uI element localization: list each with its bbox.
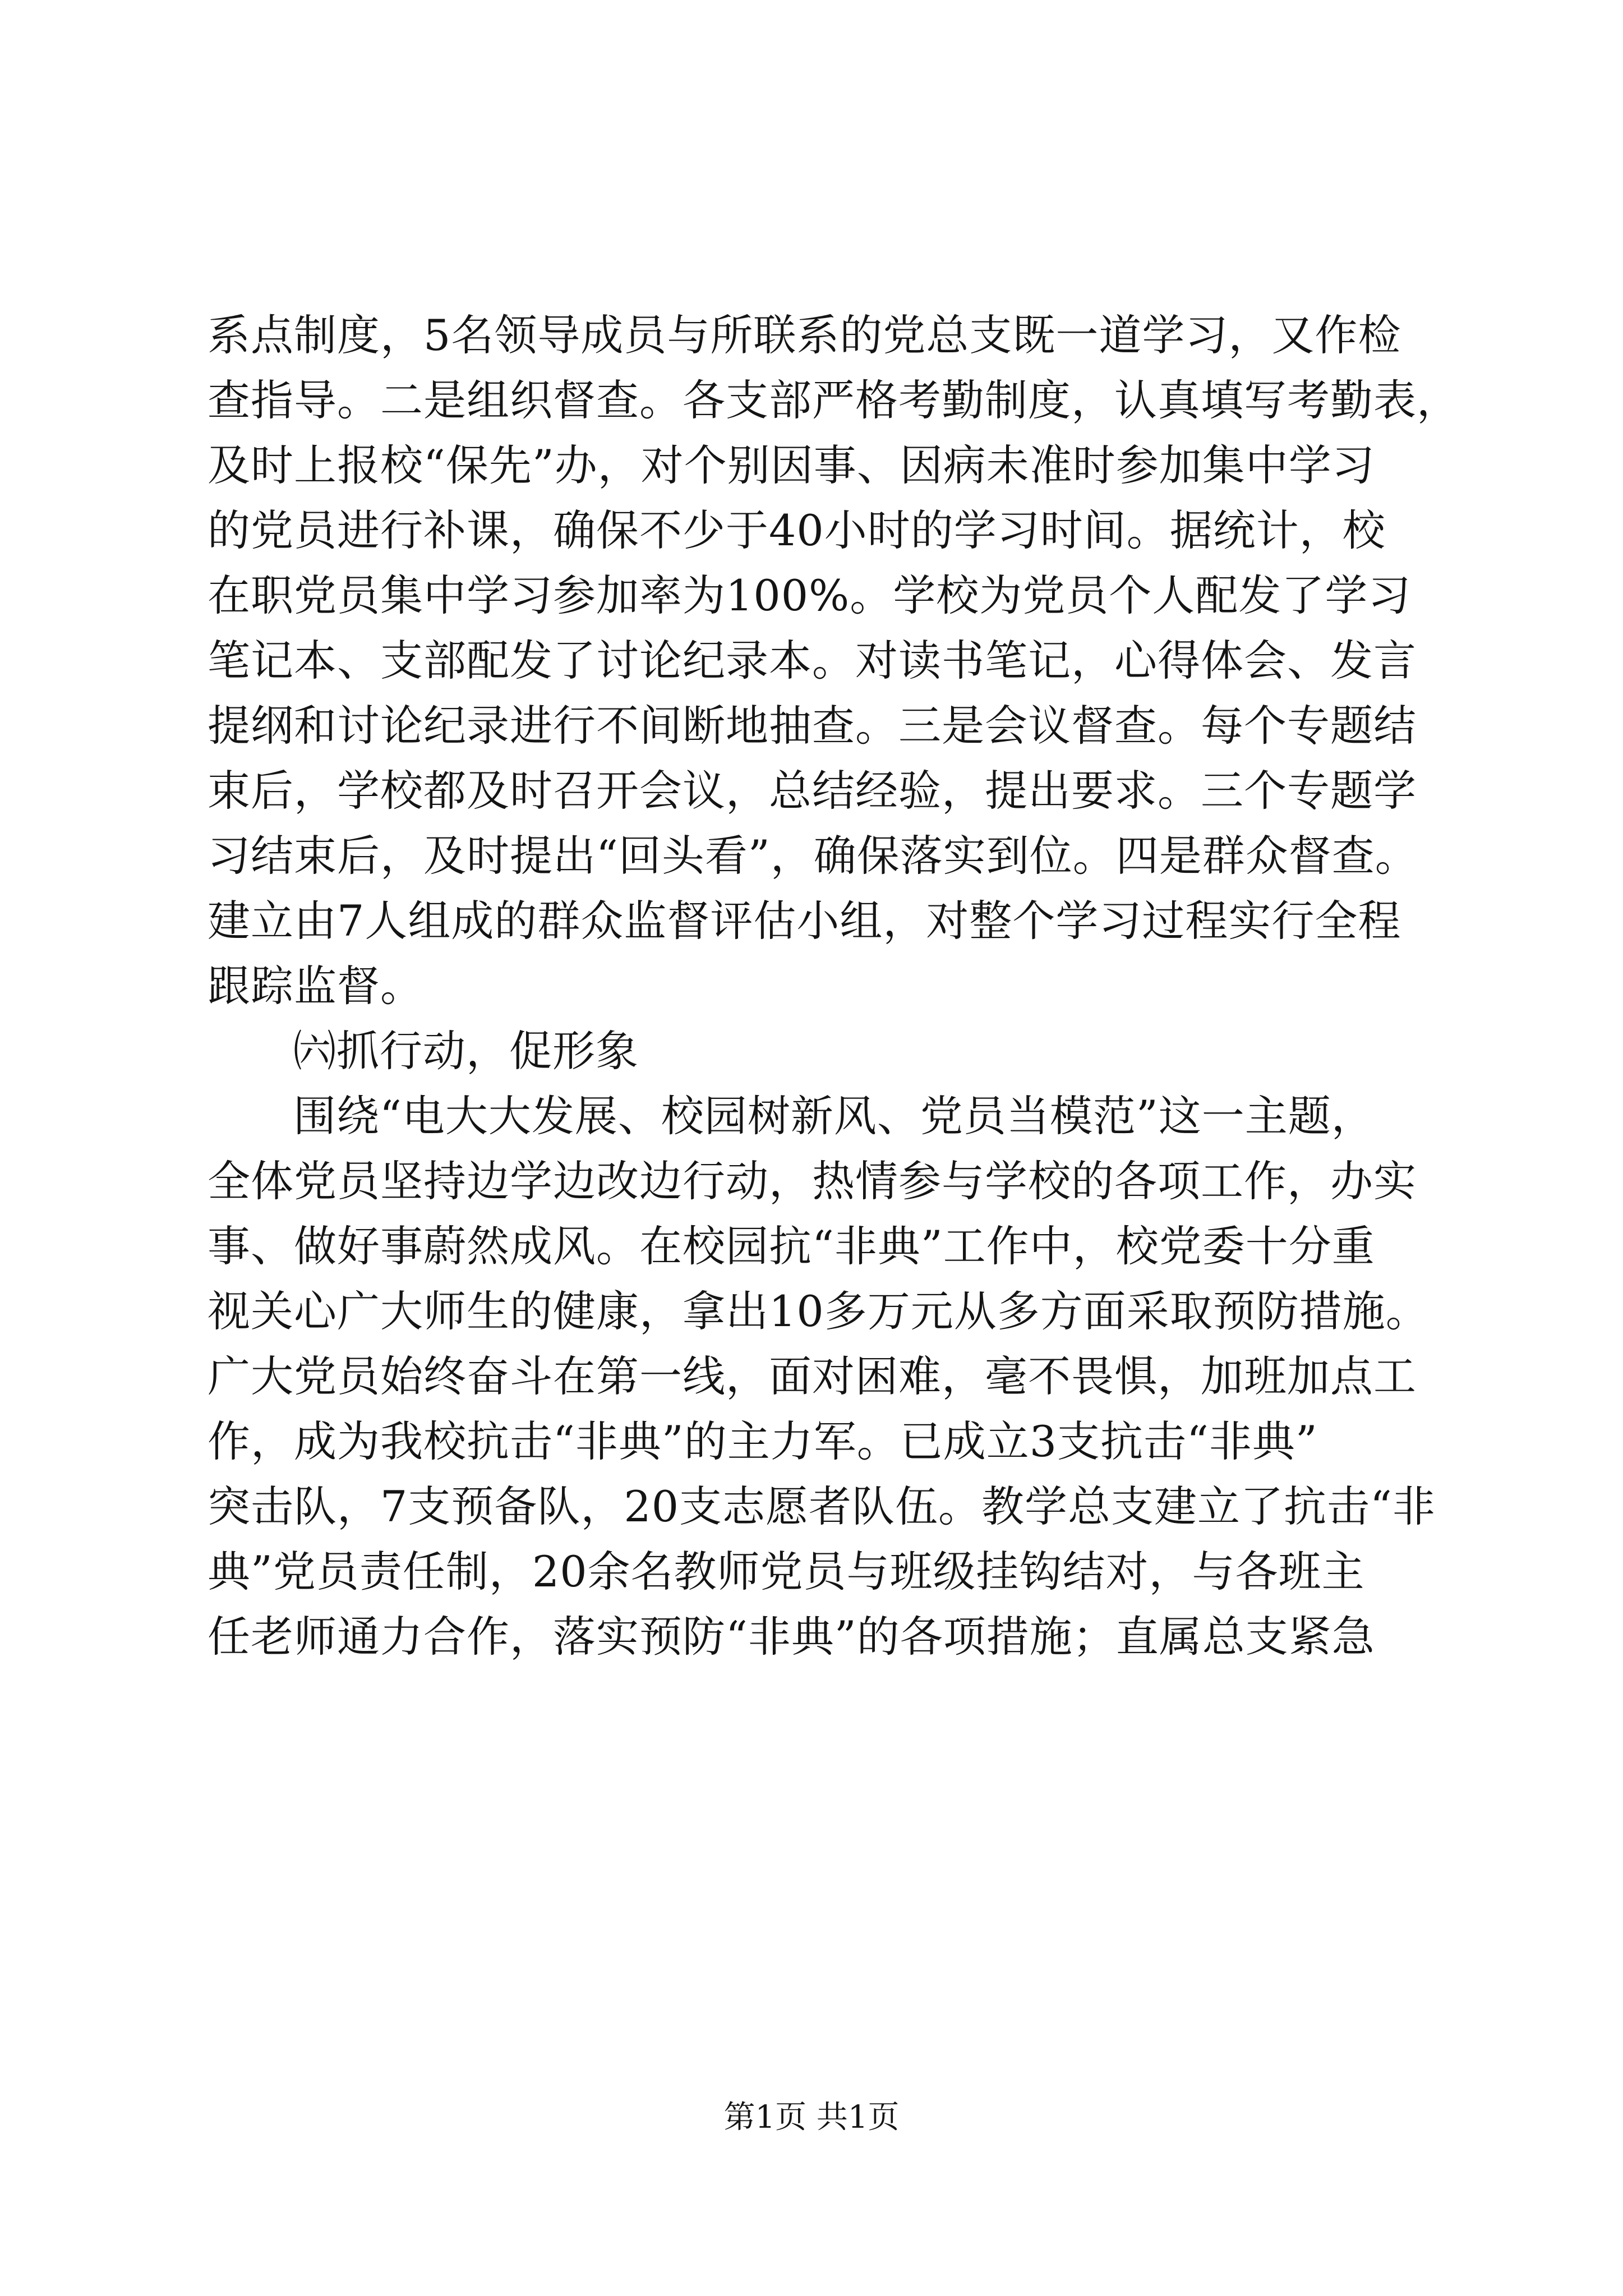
- section-heading: ㈥抓行动，促形象: [293, 1026, 639, 1076]
- text-line: 习结束后，及时提出“回头看”，确保落实到位。四是群众督查。: [208, 831, 1418, 881]
- text-line: 束后，学校都及时召开会议，总结经验，提出要求。三个专题学: [208, 766, 1417, 816]
- body-text: [208, 303, 1460, 1669]
- text-line: 查指导。二是组织督查。各支部严格考勤制度，认真填写考勤表，: [208, 375, 1460, 425]
- text-line: 建立由7人组成的群众监督评估小组，对整个学习过程实行全程: [208, 896, 1401, 946]
- text-line: 广大党员始终奋斗在第一线，面对困难，毫不畏惧，加班加点工: [208, 1351, 1417, 1401]
- text-line: 及时上报校“保先”办，对个别因事、因病未准时参加集中学习: [208, 440, 1375, 490]
- text-line: 跟踪监督。: [208, 961, 423, 1011]
- text-line: 笔记本、支部配发了讨论纪录本。对读书笔记，心得体会、发言: [208, 636, 1417, 685]
- text-line: 突击队，7支预备队，20支志愿者队伍。教学总支建立了抗击“非: [208, 1481, 1436, 1531]
- text-line: 提纲和讨论纪录进行不间断地抽查。三是会议督查。每个专题结: [208, 701, 1417, 751]
- text-line: 全体党员坚持边学边改边行动，热情参与学校的各项工作，办实: [208, 1156, 1417, 1206]
- text-line: 在职党员集中学习参加率为100%。学校为党员个人配发了学习: [208, 570, 1412, 620]
- text-line: 任老师通力合作，落实预防“非典”的各项措施；直属总支紧急: [208, 1612, 1375, 1662]
- text-line: 典”党员责任制，20余名教师党员与班级挂钩结对，与各班主: [208, 1547, 1365, 1596]
- text-line: 事、做好事蔚然成风。在校园抗“非典”工作中，校党委十分重: [208, 1221, 1375, 1271]
- page-footer: 第1页 共1页: [723, 2099, 900, 2136]
- text-line: 的党员进行补课，确保不少于40小时的学习时间。据统计，校: [208, 505, 1386, 555]
- text-line: 视关心广大师生的健康，拿出10多万元从多方面采取预防措施。: [208, 1286, 1429, 1336]
- text-line: 作，成为我校抗击“非典”的主力军。已成立3支抗击“非典”: [208, 1416, 1318, 1466]
- text-line: 系点制度，5名领导成员与所联系的党总支既一道学习，又作检: [208, 310, 1401, 360]
- paragraph-start-line: 围绕“电大大发展、校园树新风、党员当模范”这一主题，: [293, 1091, 1375, 1141]
